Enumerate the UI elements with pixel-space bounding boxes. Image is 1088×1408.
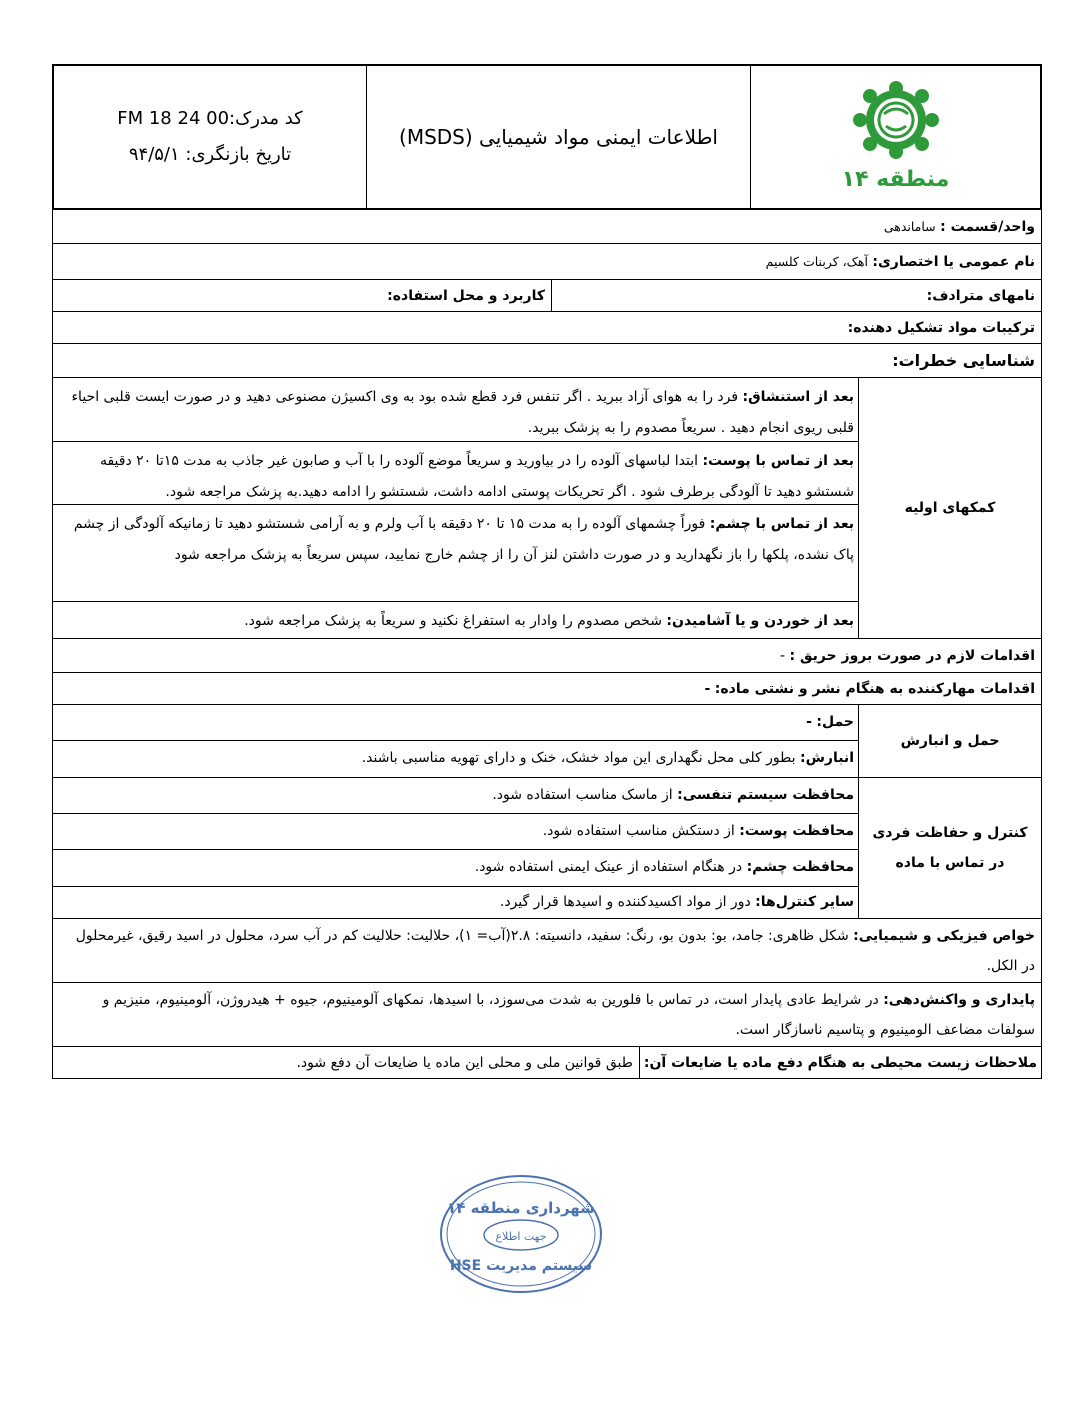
common-name-label: نام عمومی یا اختصاری: (872, 254, 1035, 270)
stamp-icon (438, 1173, 604, 1295)
handling-section (52, 705, 1042, 778)
synonyms-cell (551, 280, 1041, 311)
first-aid-ingestion (53, 602, 858, 638)
first-aid-items (53, 378, 858, 638)
physical-row (52, 919, 1042, 983)
environment-label-cell (639, 1047, 1041, 1078)
ppe-item-text: در هنگام استفاده از عینک ایمنی استفاده شود. (474, 859, 743, 875)
unit-value: ساماندهی (883, 219, 936, 234)
stability-value: در شرایط عادی پایدار است، در تماس با فلورین به شدت می‌سوزد، با اسیدها، نمکهای آلومینیوم، جیوه + هیدروژن، آلومینیوم، منیزیم و سولفات مضاعف الومینیوم و پتاسیم ناسازگار است. (102, 992, 1035, 1038)
ppe-label-line1: کنترل و حفاظت فردی (872, 825, 1028, 841)
document-header (52, 64, 1042, 210)
first-aid-skin (53, 442, 858, 505)
first-aid-section (52, 378, 1042, 639)
physical-label: خواص فیزیکی و شیمیایی: (853, 928, 1035, 944)
environment-row (52, 1047, 1042, 1079)
first-aid-item-label: بعد از استنشاق: (742, 389, 854, 405)
fire-value: - (779, 648, 786, 664)
ppe-respiratory (53, 778, 858, 814)
ppe-item-text: از ماسک مناسب استفاده شود. (492, 787, 673, 803)
stamp-line1: شهرداری منطقه ۱۴ (447, 1199, 595, 1217)
physical-value: شکل ظاهری: جامد، بو: بدون بو، رنگ: سفید، دانسیته: ۲.۸(آب= ۱)، حلالیت: حلالیت کم در آب سرد، محلول در اسید رقیق، غیرمحلول در الکل. (75, 928, 1035, 974)
document-code-cell (54, 66, 366, 208)
hazards-row (52, 344, 1042, 378)
usage-label: کاربرد و محل استفاده: (387, 288, 545, 304)
spill-label: اقدامات مهارکننده به هنگام نشر و نشتی ماده: (714, 681, 1035, 697)
revision-date: تاریخ بازنگری: ۹۴/۵/۱ (128, 144, 292, 165)
first-aid-item-label: بعد از تماس با پوست: (702, 453, 854, 469)
handling-items (53, 705, 858, 777)
environment-value: طبق قوانین ملی و محلی این ماده یا ضایعات آن دفع شود. (296, 1055, 633, 1071)
ppe-items (53, 778, 858, 918)
handling-item-label: انبارش: (799, 750, 854, 766)
first-aid-inhalation (53, 378, 858, 442)
usage-cell (53, 280, 551, 311)
ppe-section (52, 778, 1042, 919)
composition-row (52, 312, 1042, 344)
spill-row (52, 673, 1042, 705)
msds-sheet (52, 64, 1042, 1079)
ppe-item-text: دور از مواد اکسیدکننده و اسیدها قرار گیرد. (499, 894, 751, 910)
unit-label: واحد/قسمت : (940, 219, 1035, 235)
ppe-item-label: سایر کنترل‌ها: (755, 894, 854, 910)
ppe-item-text: از دستکش مناسب استفاده شود. (542, 823, 735, 839)
municipality-logo-icon (846, 80, 946, 162)
first-aid-item-label: بعد از خوردن و یا آشامیدن: (666, 613, 854, 629)
ppe-item-label: محافظت چشم: (746, 859, 854, 875)
common-name-row (52, 244, 1042, 280)
stability-label: پایداری و واکنش‌دهی: (883, 992, 1035, 1008)
document-code: کد مدرک:00 24 FM 18 (117, 108, 303, 129)
first-aid-item-label: بعد از تماس با چشم: (709, 516, 854, 532)
handling-item-text: - (806, 714, 812, 730)
ppe-skin (53, 814, 858, 850)
environment-value-cell (53, 1047, 639, 1078)
ppe-label (858, 778, 1041, 918)
ppe-item-label: محافظت پوست: (739, 823, 854, 839)
first-aid-item-text: شخص مصدوم را وادار به استفراغ نکنید و سریعاً به پزشک مراجعه شود. (244, 613, 662, 629)
unit-row (52, 210, 1042, 244)
first-aid-item-text: فوراً چشمهای آلوده را به مدت ۱۵ تا ۲۰ دقیقه با آب ولرم و به آرامی شستشو دهید تا زمانیکه آلودگی از چشم پاک نشده، پلکها را باز نگهدارید و در صورت داشتن لنز آن را از چشم خارج نمایید، سپس سریعاً به پزشک مراجعه شود (73, 516, 854, 563)
composition-label: ترکیبات مواد تشکیل دهنده: (847, 320, 1035, 336)
first-aid-item-text: ابتدا لباسهای آلوده را در بیاورید و سریعاً موضع آلوده را با آب و صابون غیر جاذب به مدت ۱۵تا ۲۰ دقیقه شستشو دهید تا آلودگی برطرف شود . اگر تحریکات پوستی ادامه داشت، شستشو را ادامه دهید.به پزشک مراجعه شود. (99, 453, 854, 500)
spill-value: - (704, 681, 711, 697)
synonyms-row (52, 280, 1042, 312)
handling-label: حمل و انبارش (858, 705, 1041, 777)
fire-label: اقدامات لازم در صورت بروز حریق : (789, 648, 1035, 664)
ppe-label-line2: در تماس با ماده (895, 855, 1005, 871)
fire-row (52, 639, 1042, 673)
first-aid-item-text: فرد را به هوای آزاد ببرید . اگر تنفس فرد قطع شده بود به وی اکسیژن مصنوعی دهید و در صورت ایست قلبی احیاء قلبی ریوی انجام دهید . سریعاً مصدوم را به پزشک ببرید. (71, 389, 854, 436)
handling-transport (53, 705, 858, 741)
ppe-item-label: محافظت سیستم تنفسی: (677, 787, 854, 803)
hazards-label: شناسایی خطرات: (892, 351, 1035, 370)
environment-label: ملاحظات زیست محیطی به هنگام دفع ماده یا ضایعات آن: (643, 1055, 1037, 1071)
handling-storage (53, 741, 858, 777)
handling-item-text: بطور کلی محل نگهداری این مواد خشک، خنک و دارای تهویه مناسبی باشند. (361, 750, 796, 766)
document-title: اطلاعات ایمنی مواد شیمیایی (MSDS) (366, 66, 750, 208)
first-aid-label: کمکهای اولیه (858, 378, 1041, 638)
stability-row (52, 983, 1042, 1047)
ppe-eye (53, 850, 858, 887)
first-aid-eye (53, 505, 858, 602)
handling-item-label: حمل: (816, 714, 854, 730)
stamp-line2: جهت اطلاع (495, 1230, 547, 1243)
logo-cell (750, 66, 1040, 208)
logo-text: منطقه ۱۴ (841, 167, 950, 192)
synonyms-label: نامهای مترادف: (926, 288, 1035, 304)
stamp-line3: سیستم مدیریت HSE (449, 1258, 593, 1274)
ppe-other (53, 887, 858, 918)
common-name-value: آهک، کربنات کلسیم (765, 254, 868, 269)
